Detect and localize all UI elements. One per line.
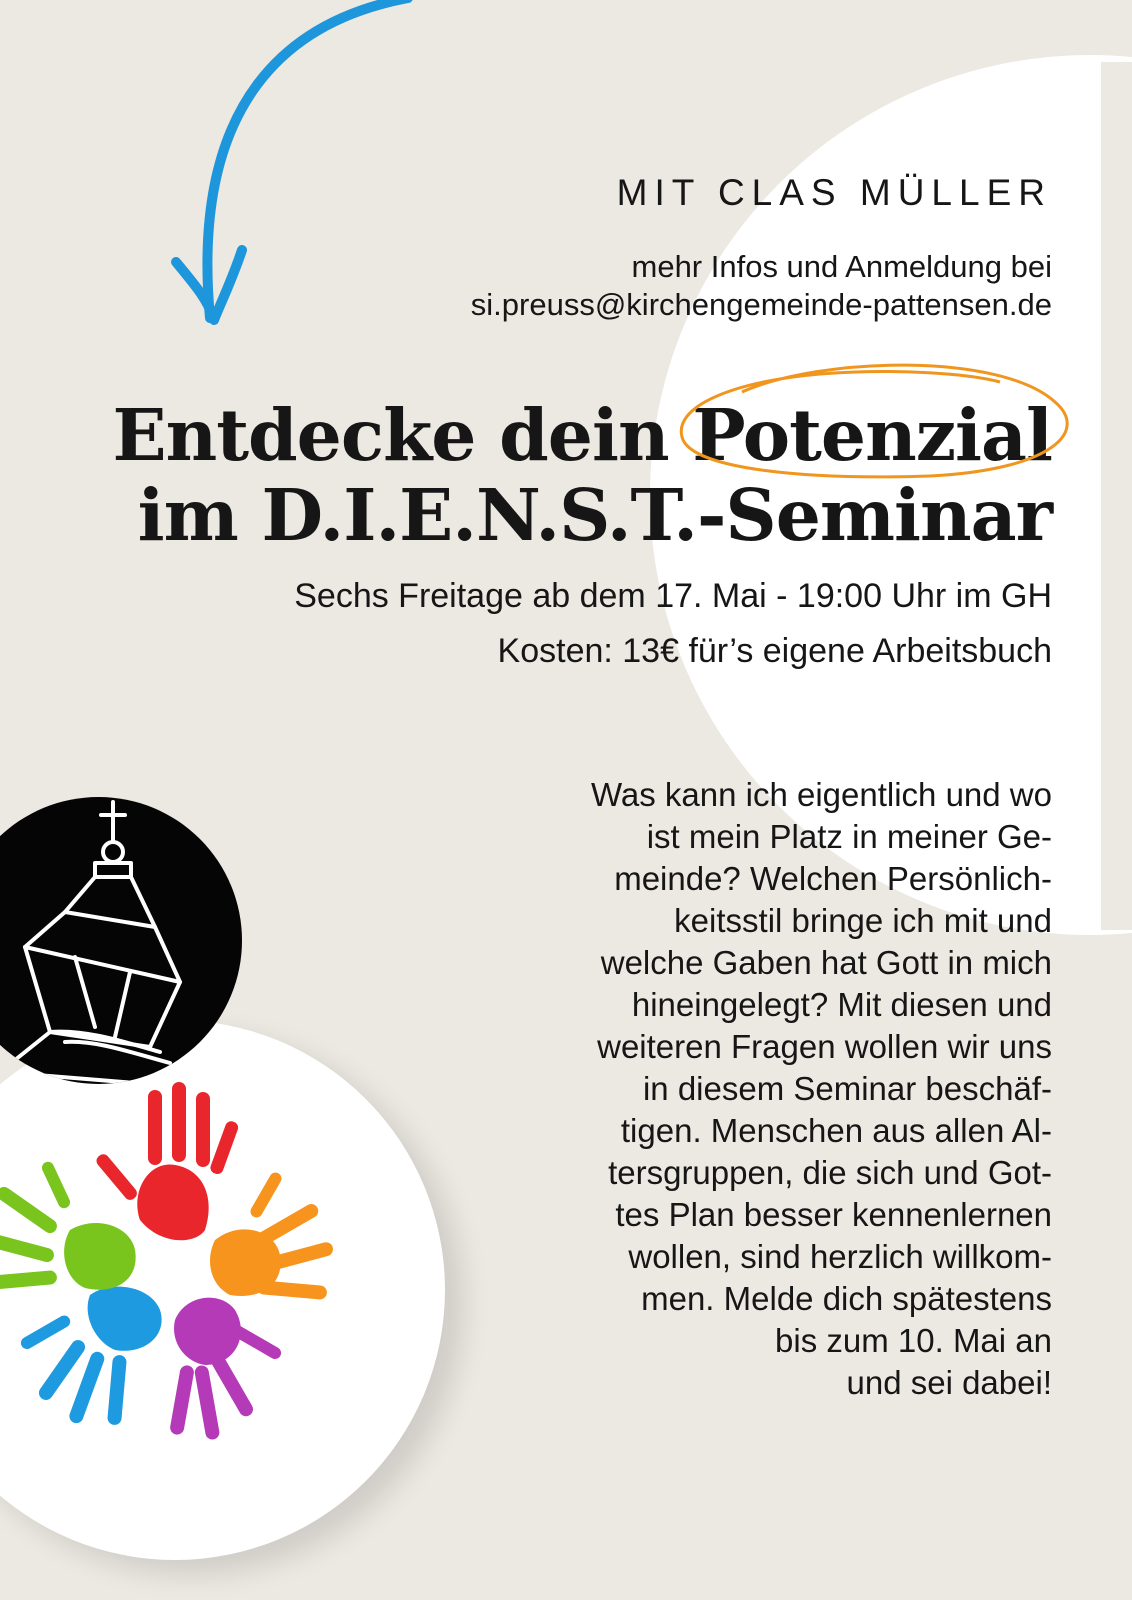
description-line: tigen. Menschen aus allen Al- [620, 1112, 1052, 1149]
description-line: weiteren Fragen wollen wir uns [597, 1028, 1052, 1065]
contact-text: mehr Infos und Anmeldung bei [631, 249, 1052, 284]
description-line: ist mein Platz in meiner Ge- [646, 818, 1052, 855]
description-line: welche Gaben hat Gott in mich [600, 944, 1052, 981]
title-prefix: Entdecke dein [112, 393, 669, 477]
description-line: wollen, sind herzlich willkom- [628, 1238, 1052, 1275]
description-line: tersgruppen, die sich und Got- [608, 1154, 1052, 1191]
title-highlight: Potenzial [692, 393, 1052, 477]
title-line-2: im D.I.E.N.S.T.-Seminar [137, 473, 1052, 557]
event-cost: Kosten: 13€ für’s eigene Arbeitsbuch [497, 632, 1052, 670]
decorative-frame-bar [1096, 62, 1132, 930]
description-line: keitsstil bringe ich mit und [674, 902, 1052, 939]
description-line: in diesem Seminar beschäf- [642, 1070, 1052, 1107]
contact-info [471, 248, 1052, 324]
highlight-circle-icon [670, 352, 1080, 492]
description [452, 774, 1052, 1404]
description-line: meinde? Welchen Persönlich- [614, 860, 1052, 897]
description-line: bis zum 10. Mai an [775, 1322, 1052, 1359]
description-line: tes Plan besser kennenlernen [615, 1196, 1052, 1233]
curved-arrow-down-icon [150, 0, 420, 340]
church-logo-circle [0, 797, 242, 1084]
contact-email[interactable]: si.preuss@kirchengemeinde-pattensen.de [470, 287, 1052, 322]
description-line: Was kann ich eigentlich und wo [590, 776, 1052, 813]
description-line: und sei dabei! [846, 1364, 1052, 1401]
event-date: Sechs Freitage ab dem 17. Mai - 19:00 Uhr im GH [294, 577, 1052, 615]
presenter-line: MIT CLAS MÜLLER [616, 172, 1052, 213]
description-line: men. Melde dich spätestens [641, 1280, 1052, 1317]
colorful-hands-logo [0, 1080, 380, 1460]
church-tower-icon [0, 797, 242, 1084]
event-details [294, 569, 1052, 679]
description-line: hineingelegt? Mit diesen und [631, 986, 1052, 1023]
